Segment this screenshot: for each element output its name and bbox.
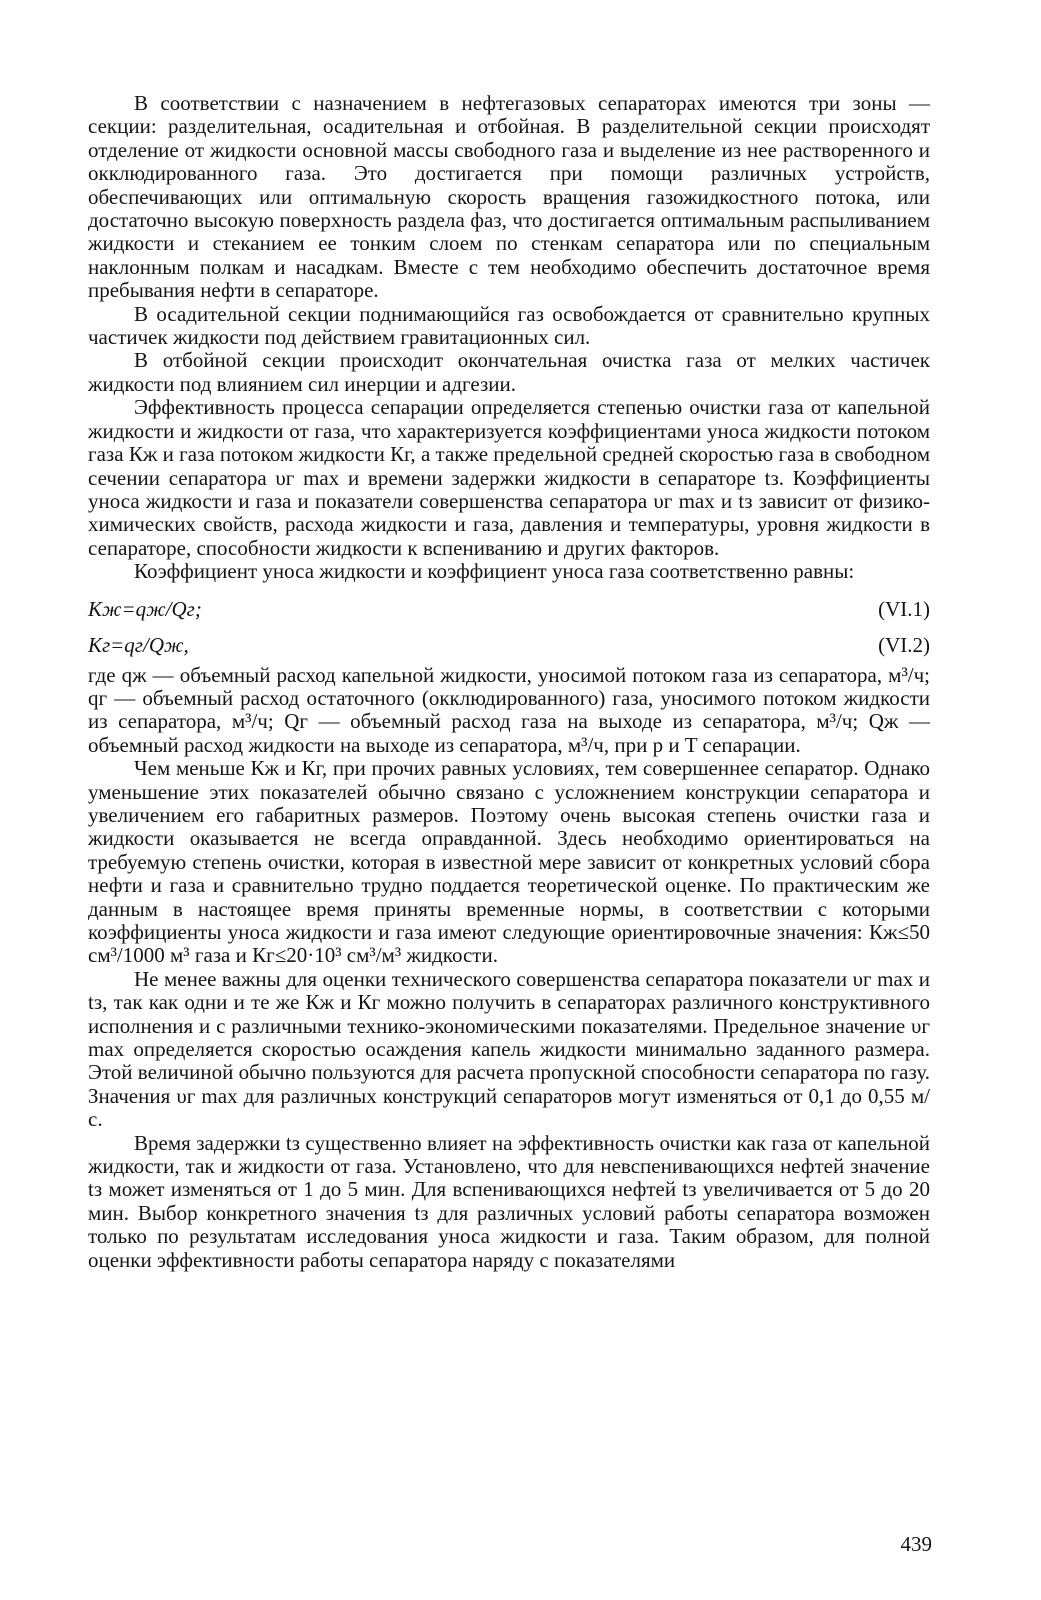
paragraph-efficiency: Эффективность процесса сепарации определяется степенью очистки газа от капельной жидкости и жидкости от газа, что характеризуется коэффициентами уноса жидкости потоком газа Кж и газа потоком жидкости Кг, а также предельной средней скоростью газа в свободном сечении сепаратора υг max и времени задержки жидкости в сепараторе tз. Коэффициенты уноса жидкости и газа и показатели совершенства сепаратора υг max и tз зависит от физико-химических свойств, расхода жидкости и газа, давления и температуры, уровня жидкости в сепараторе, способности жидкости к вспениванию и других факторов. xyxy=(88,395,930,560)
page-number: 439 xyxy=(900,1532,932,1556)
paragraph-coefficients-intro: Коэффициент уноса жидкости и коэффициент уноса газа соответственно равны: xyxy=(134,559,855,584)
equation-formula: Кг=qг/Qж, xyxy=(88,632,189,657)
equation-number: (VI.1) xyxy=(878,596,930,621)
equation-vi-2 xyxy=(88,630,930,660)
paragraph-settling-section: В осадительной секции поднимающийся газ освобождается от сравнительно крупных частичек жидкости под действием гравитационных сил. xyxy=(88,301,930,350)
paragraph-velocity: Не менее важны для оценки технического совершенства сепаратора показатели υг max и tз, так как одни и те же Кж и Кг можно получить в сепараторах различного конструктивного исполнения и с различными технико-экономическими показателями. Предельное значение υг max определяется скоростью осаждения капель жидкости минимально заданного размера. Этой величиной обычно пользуются для расчета пропускной способности сепаратора по газу. Значения υг max для различных конструкций сепараторов могут изменяться от 0,1 до 0,55 м/с. xyxy=(88,966,930,1132)
paragraph-definitions: где qж — объемный расход капельной жидкости, уносимой потоком газа из сепаратора, м³/ч; qг — объемный расход остаточного (окклюдированного) газа, уносимого потоком жидкости из сепаратора, м³/ч; Qг — объемный расход газа на выходе из сепаратора, м³/ч; Qж — объемный расход жидкости на выходе из сепаратора, м³/ч, при p и T сепарации. xyxy=(88,662,930,757)
equation-number: (VI.2) xyxy=(878,632,930,657)
equation-vi-1 xyxy=(88,594,930,624)
paragraph-zones: В соответствии с назначением в нефтегазовых сепараторах имеются три зоны — секции: разделительная, осадительная и отбойная. В разделительной секции происходят отделение от жидкости основной массы свободного газа и выделение из нее растворенного и окклюдированного газа. Это достигается при помощи различных устройств, обеспечивающих или оптимальную скорость вращения газожидкостного потока, или достаточно высокую поверхность раздела фаз, что достигается оптимальным распыливанием жидкости и стеканием ее тонким слоем по стенкам сепаратора или по специальным наклонным полкам и насадкам. Вместе с тем необходимо обеспечить достаточное время пребывания нефти в сепараторе. xyxy=(88,91,930,303)
equation-formula: Кж=qж/Qг; xyxy=(88,596,202,621)
paragraph-retention-time: Время задержки tз существенно влияет на эффективность очистки как газа от капельной жидкости, так и жидкости от газа. Установлено, что для невспенивающихся нефтей значение tз может изменяться от 1 до 5 мин. Для вспенивающихся нефтей tз увеличивается от 5 до 20 мин. Выбор конкретного значения tз для различных условий работы сепаратора возможен только по результатам исследования уноса жидкости и газа. Таким образом, для полной оценки эффективности работы сепаратора наряду с показателями xyxy=(88,1130,930,1272)
page-body xyxy=(88,92,930,1272)
paragraph-norms: Чем меньше Кж и Кг, при прочих равных условиях, тем совершеннее сепаратор. Однако уменьшение этих показателей обычно связано с усложнением конструкции сепаратора и увеличением его габаритных размеров. Поэтому очень высокая степень очистки газа и жидкости оказывается не всегда оправданной. Здесь необходимо ориентироваться на требуемую степень очистки, которая в известной мере зависит от конкретных условий сбора нефти и газа и сравнительно трудно поддается теоретической оценке. По практическим же данным в настоящее время приняты временные нормы, в соответствии с которыми коэффициенты уноса жидкости и газа имеют следующие ориентировочные значения: Кж≤50 см³/1000 м³ газа и Кг≤20·10³ см³/м³ жидкости. xyxy=(88,756,930,968)
paragraph-baffle-section: В отбойной секции происходит окончательная очистка газа от мелких частичек жидкости под влиянием сил инерции и адгезии. xyxy=(88,348,930,396)
